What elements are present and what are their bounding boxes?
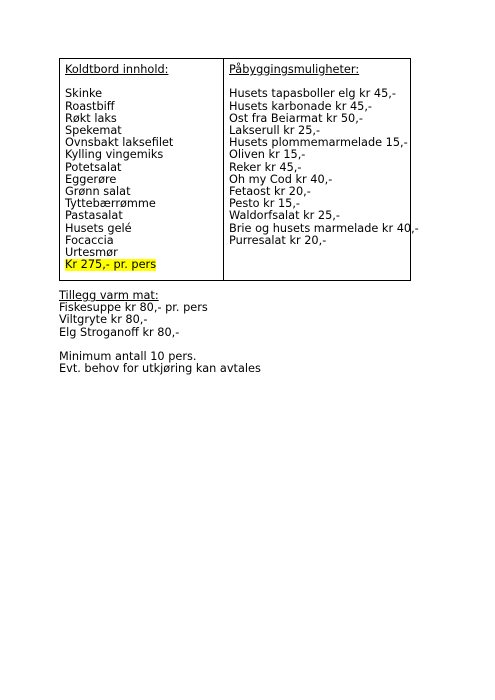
note-minimum: Minimum antall 10 pers. <box>59 350 197 363</box>
koldtbord-item: Skinke <box>65 87 103 101</box>
pabygging-item: Husets karbonade kr 45,- <box>229 99 373 113</box>
pabygging-item: Pesto kr 15,- <box>229 197 300 211</box>
pabygging-item: Lakserull kr 25,- <box>229 124 321 137</box>
pabygging-item: Fetaost kr 20,- <box>229 185 311 199</box>
pabygging-item: Brie og husets marmelade kr 40,- <box>229 221 419 235</box>
koldtbord-item: Ovnsbakt laksefilet <box>65 136 174 150</box>
koldtbord-item: Kylling vingemiks <box>65 148 164 162</box>
koldtbord-cell <box>60 59 224 281</box>
koldtbord-item: Husets gelé <box>65 221 132 235</box>
pabygging-item: Husets tapasboller elg kr 45,- <box>229 87 396 101</box>
koldtbord-item: Tyttebærrømme <box>65 197 156 211</box>
koldtbord-item: Urtesmør <box>65 246 118 260</box>
pabygging-heading: Påbyggingsmuligheter: <box>229 63 360 76</box>
koldtbord-item: Roastbiff <box>65 99 115 113</box>
koldtbord-item: Pastasalat <box>65 209 123 223</box>
koldtbord-item: Potetsalat <box>65 160 122 174</box>
tillegg-item: Elg Stroganoff kr 80,- <box>59 325 180 339</box>
koldtbord-item: Eggerøre <box>65 172 117 186</box>
pabygging-item: Waldorfsalat kr 25,- <box>229 209 340 223</box>
tillegg-item: Viltgryte kr 80,- <box>59 313 148 327</box>
koldtbord-price: Kr 275,- pr. pers <box>65 258 157 272</box>
tillegg-heading: Tillegg varm mat: <box>59 289 159 302</box>
pabygging-item: Reker kr 45,- <box>229 160 302 174</box>
menu-table <box>59 58 419 281</box>
pabygging-item: Purresalat kr 20,- <box>229 233 327 247</box>
tillegg-item: Fiskesuppe kr 80,- pr. pers <box>59 301 208 315</box>
tillegg-section <box>59 290 439 375</box>
koldtbord-item: Røkt laks <box>65 111 117 125</box>
pabygging-item: Ost fra Beiarmat kr 50,- <box>229 111 363 125</box>
pabygging-item: Oh my Cod kr 40,- <box>229 172 333 186</box>
pabygging-item: Husets plommemarmelade 15,- <box>229 136 408 150</box>
note-utkjoring: Evt. behov for utkjøring kan avtales <box>59 362 261 376</box>
koldtbord-item: Grønn salat <box>65 185 131 199</box>
koldtbord-item: Focaccia <box>65 233 114 247</box>
koldtbord-heading: Koldtbord innhold: <box>65 63 169 76</box>
pabygging-cell <box>224 59 419 281</box>
pabygging-item: Oliven kr 15,- <box>229 148 306 162</box>
koldtbord-item: Spekemat <box>65 124 122 137</box>
